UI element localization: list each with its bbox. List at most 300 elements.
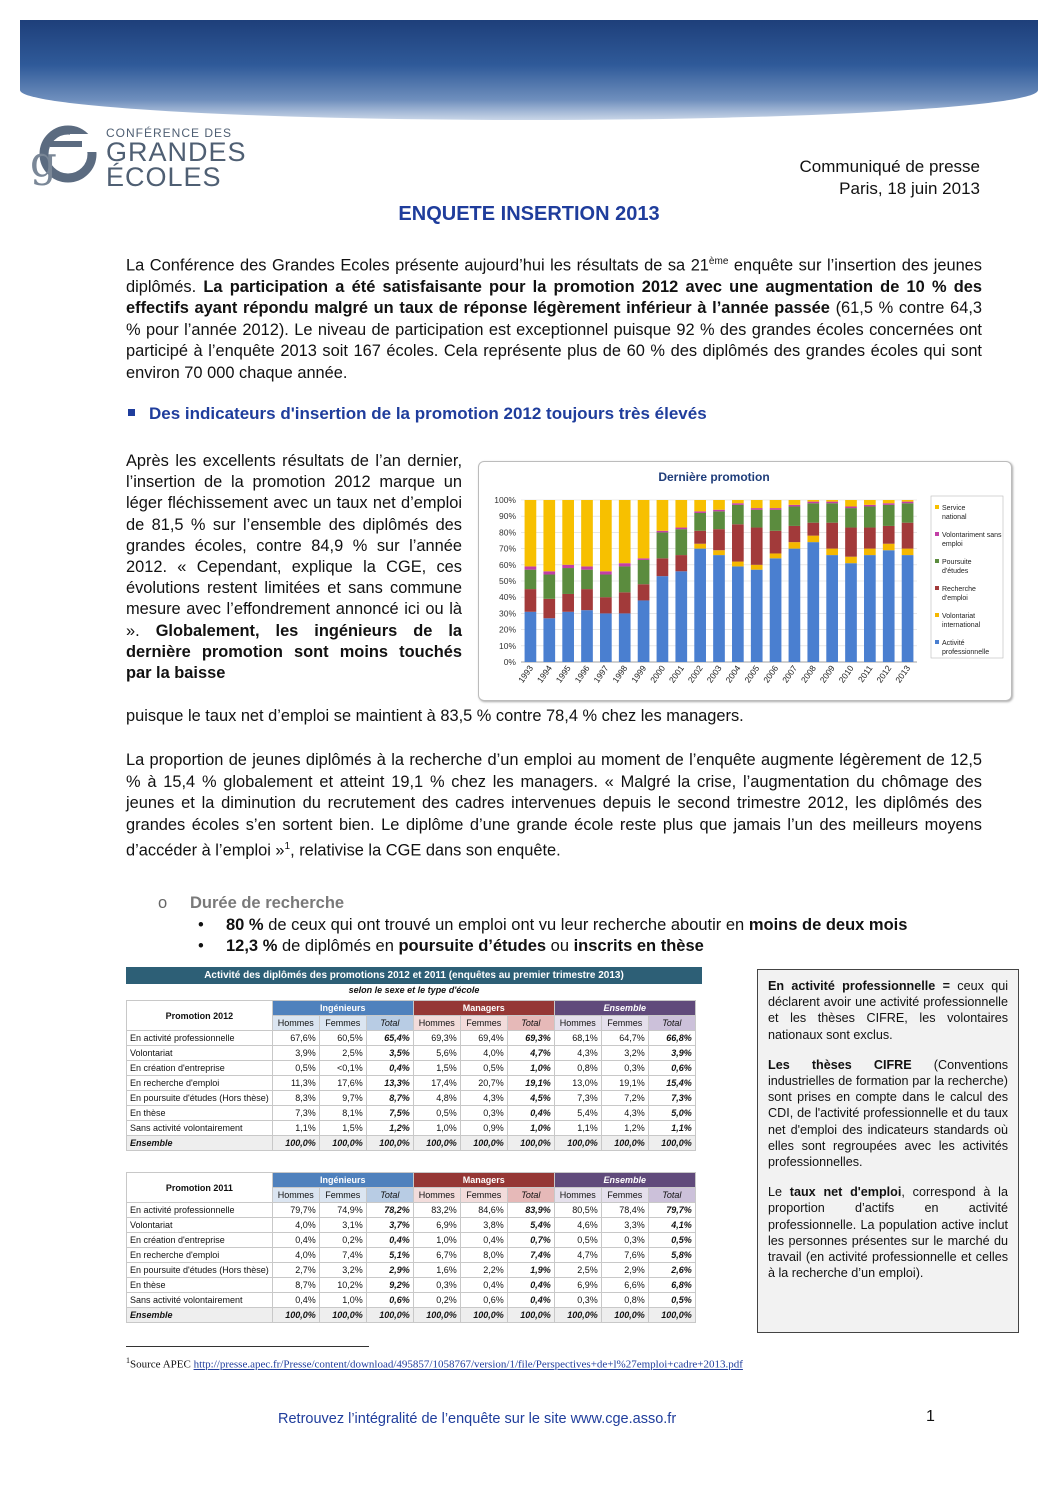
table-cell: 0,3% — [601, 1233, 648, 1248]
b1-text: de ceux qui ont trouvé un emploi ont vu leur recherche aboutir en — [263, 916, 749, 934]
x-tick-label: 2005 — [742, 663, 762, 685]
table-cell: 0,4% — [272, 1293, 319, 1308]
table-cell: 10,2% — [319, 1278, 366, 1293]
table-cell: 100,0% — [601, 1308, 648, 1323]
bar-segment — [807, 536, 819, 542]
legend-label: international — [942, 622, 981, 629]
table-cell: 4,8% — [413, 1091, 460, 1106]
bar-segment — [713, 500, 725, 510]
bar-segment — [864, 555, 876, 662]
table-cell: 5,4% — [507, 1218, 554, 1233]
table-cell: 0,8% — [554, 1061, 601, 1076]
bar-segment — [845, 563, 857, 662]
def-taux-text: , correspond à la proportion d’actifs en activité professionnelle. La population active inclut les personnes présentes sur le marché du travail (en activité professionnelle et celles à la recherche d’un emploi). — [768, 1185, 1008, 1281]
bar-segment — [638, 600, 650, 662]
table-row — [127, 1248, 696, 1263]
bar-segment — [600, 613, 612, 662]
table-cell: 8,7% — [272, 1278, 319, 1293]
activity-table-2011 — [126, 1172, 696, 1323]
table-cell: 100,0% — [554, 1308, 601, 1323]
bar-segment — [826, 502, 838, 504]
table-cell: 4,0% — [460, 1046, 507, 1061]
bar-segment — [694, 500, 706, 511]
table-cell: 7,4% — [507, 1248, 554, 1263]
x-tick-label: 2009 — [817, 663, 837, 685]
table-cell: 4,7% — [554, 1248, 601, 1263]
table-cell: 3,2% — [601, 1046, 648, 1061]
table-cell: 2,5% — [554, 1263, 601, 1278]
group-header: Ensemble — [554, 1001, 695, 1016]
table-cell: 68,1% — [554, 1031, 601, 1046]
table-cell: 0,2% — [413, 1293, 460, 1308]
logo-line1: CONFÉRENCE DES — [106, 126, 233, 140]
col-header: Hommes — [272, 1016, 319, 1031]
footnote-link[interactable]: http://presse.apec.fr/Presse/content/download/495857/1058767/version/1/file/Perspectives+de+l%27emploi+cadre+2013.pdf — [193, 1358, 743, 1371]
bar-segment — [845, 506, 857, 508]
b2-text1: de diplômés en — [277, 937, 399, 955]
press-date: Paris, 18 juin 2013 — [839, 179, 980, 198]
insertion-paragraph-cont: puisque le taux net d’emploi se maintient à 83,5 % contre 78,4 % chez les managers. — [126, 707, 744, 725]
x-tick-label: 2008 — [798, 663, 818, 685]
bar-segment — [675, 555, 687, 571]
table-cell: 1,0% — [413, 1233, 460, 1248]
table-cell: 5,0% — [648, 1106, 695, 1121]
def-cifre-text: (Conventions industrielles de formation par la recherche) sont prises en compte dans le calcul des CDI, de l'activité professionnelle et du taux net d'emploi des indicateurs standards où elles sont regroupées avec les activités professionnelles. — [768, 1057, 1008, 1170]
chart-box — [478, 461, 1012, 701]
table-cell: 0,5% — [272, 1061, 319, 1076]
table-cell: 66,8% — [648, 1031, 695, 1046]
logo-text — [106, 126, 247, 190]
bar-segment — [581, 589, 593, 610]
table-cell: 0,5% — [460, 1061, 507, 1076]
bar-segment — [845, 508, 857, 527]
table-cell: 100,0% — [601, 1136, 648, 1151]
x-tick-label: 2013 — [893, 663, 913, 685]
bar-segment — [543, 618, 555, 662]
row-label: En recherche d'emploi — [127, 1248, 273, 1263]
bar-segment — [751, 510, 763, 528]
y-tick-label: 60% — [498, 559, 516, 570]
bar-segment — [694, 531, 706, 544]
bar-segment — [562, 565, 574, 568]
table-cell: 6,9% — [554, 1278, 601, 1293]
bar-segment — [638, 558, 650, 560]
press-label: Communiqué de presse — [799, 157, 980, 176]
footnote-num: 1 — [126, 1356, 130, 1365]
y-tick-label: 80% — [498, 527, 516, 538]
table-row — [127, 1031, 696, 1046]
y-tick-label: 10% — [498, 640, 516, 651]
col-header: Total — [507, 1188, 554, 1203]
bar-segment — [902, 503, 914, 522]
bar-segment — [864, 528, 876, 549]
bar-segment — [826, 500, 838, 502]
group-header: Ingénieurs — [272, 1173, 413, 1188]
x-tick-label: 2001 — [666, 663, 686, 685]
bar-segment — [638, 560, 650, 584]
bar-segment — [581, 566, 593, 569]
y-tick-label: 40% — [498, 592, 516, 603]
table-cell: 2,9% — [601, 1263, 648, 1278]
bar-segment — [864, 500, 876, 505]
intro-sup: ème — [708, 256, 729, 267]
row-label: Volontariat — [127, 1046, 273, 1061]
duree-title: Durée de recherche — [190, 894, 345, 912]
table-cell: 0,6% — [648, 1061, 695, 1076]
bar-segment — [883, 505, 895, 526]
bullet-icon: • — [198, 937, 204, 955]
bar-segment — [883, 503, 895, 505]
bar-segment — [732, 500, 744, 503]
bar-segment — [543, 575, 555, 599]
table-cell: 8,7% — [366, 1091, 413, 1106]
table-cell: 1,5% — [413, 1061, 460, 1076]
table-row — [127, 1293, 696, 1308]
row-label: En poursuite d'études (Hors thèse) — [127, 1263, 273, 1278]
x-tick-label: 1997 — [591, 663, 611, 685]
bar-segment — [694, 544, 706, 549]
table-cell: 8,3% — [272, 1091, 319, 1106]
x-tick-label: 1999 — [629, 663, 649, 685]
table-cell: 100,0% — [272, 1136, 319, 1151]
intro-text-c: (61,5 % contre 64,3 % pour l’année 2012). Le niveau de participation est exceptionnel puisque 92 % des grandes écoles concernées ont participé à l’enquête 2013 soit 167 écoles. Cela représente plus de 60 % des diplômés des grandes écoles qui sont environ 70 000 chaque année. — [126, 299, 982, 382]
table-cell: 100,0% — [319, 1308, 366, 1323]
bar-segment — [826, 523, 838, 549]
bar-segment — [694, 549, 706, 662]
table-cell: 8,0% — [460, 1248, 507, 1263]
def-taux — [768, 1184, 1008, 1281]
bar-segment — [826, 555, 838, 662]
x-tick-label: 2011 — [855, 663, 875, 685]
table-cell: 4,3% — [601, 1106, 648, 1121]
page-title: ENQUETE INSERTION 2013 — [398, 203, 660, 225]
bar-segment — [751, 570, 763, 662]
bar-segment — [657, 532, 669, 558]
table-cell: 0,5% — [554, 1233, 601, 1248]
row-label: En activité professionnelle — [127, 1031, 273, 1046]
press-header — [800, 156, 980, 200]
table-cell: 79,7% — [648, 1203, 695, 1218]
table-cell: 79,7% — [272, 1203, 319, 1218]
table-row — [127, 1106, 696, 1121]
insertion-paragraph — [126, 451, 462, 684]
table-cell: 0,3% — [554, 1293, 601, 1308]
table-cell: 1,1% — [272, 1121, 319, 1136]
table-row — [127, 1218, 696, 1233]
table-cell: 5,6% — [413, 1046, 460, 1061]
bar-segment — [807, 502, 819, 504]
table-cell: 83,9% — [507, 1203, 554, 1218]
legend-swatch — [935, 505, 939, 509]
table-cell: 0,4% — [366, 1061, 413, 1076]
bar-segment — [883, 526, 895, 544]
bar-segment — [562, 612, 574, 662]
table-cell: 100,0% — [648, 1136, 695, 1151]
group-header: Ensemble — [554, 1173, 695, 1188]
bar-segment — [543, 599, 555, 618]
col-header: Total — [366, 1016, 413, 1031]
bar-segment — [845, 528, 857, 557]
table-cell: 3,2% — [319, 1263, 366, 1278]
legend-label: d'emploi — [942, 595, 968, 602]
bar-segment — [713, 550, 725, 555]
table-cell: 0,4% — [272, 1233, 319, 1248]
bar-segment — [864, 506, 876, 527]
table-cell: 1,6% — [413, 1263, 460, 1278]
col-header: Femmes — [460, 1188, 507, 1203]
bar-segment — [883, 544, 895, 550]
table-row — [127, 1308, 696, 1323]
table-cell: 0,3% — [601, 1061, 648, 1076]
table-cell: 67,6% — [272, 1031, 319, 1046]
b1-bold1: 80 % — [226, 916, 264, 934]
bar-segment — [525, 566, 537, 569]
col-header: Femmes — [460, 1016, 507, 1031]
table-cell: 1,2% — [601, 1121, 648, 1136]
table-cell: 65,4% — [366, 1031, 413, 1046]
table-cell: 0,4% — [507, 1293, 554, 1308]
table-row — [127, 1203, 696, 1218]
x-tick-label: 1996 — [572, 663, 592, 685]
x-tick-label: 1998 — [610, 663, 630, 685]
table-cell: 3,7% — [366, 1218, 413, 1233]
search-text-b: , relativise la CGE dans son enquête. — [290, 841, 561, 860]
table-cell: 9,2% — [366, 1278, 413, 1293]
table-cell: 2,2% — [460, 1263, 507, 1278]
legend-label: Volontariat — [942, 613, 976, 620]
x-tick-label: 1994 — [534, 663, 554, 685]
table-cell: 11,3% — [272, 1076, 319, 1091]
legend-label: professionnelle — [942, 649, 990, 656]
table-cell: 4,1% — [648, 1218, 695, 1233]
table-cell: 1,0% — [413, 1121, 460, 1136]
col-header: Femmes — [601, 1016, 648, 1031]
table-cell: 0,3% — [460, 1106, 507, 1121]
table-cell: 78,2% — [366, 1203, 413, 1218]
col-header: Total — [648, 1016, 695, 1031]
stacked-bar-chart — [479, 462, 1011, 700]
bar-segment — [619, 500, 631, 563]
table-cell: 100,0% — [460, 1308, 507, 1323]
table-cell: 7,3% — [554, 1091, 601, 1106]
table-cell: 5,4% — [554, 1106, 601, 1121]
bullet-icon: • — [198, 916, 204, 934]
bar-segment — [562, 594, 574, 612]
row-label: En thèse — [127, 1106, 273, 1121]
bar-segment — [525, 570, 537, 589]
table-cell: 60,5% — [319, 1031, 366, 1046]
table-cell: 5,1% — [366, 1248, 413, 1263]
table-cell: 0,5% — [648, 1233, 695, 1248]
table-cell: 3,1% — [319, 1218, 366, 1233]
bar-segment — [807, 503, 819, 522]
table-title: Activité des diplômés des promotions 2012 et 2011 (enquêtes au premier trimestre 2013) — [126, 967, 702, 984]
y-tick-label: 100% — [494, 495, 516, 505]
table-cell: 2,9% — [366, 1263, 413, 1278]
table-cell: 69,3% — [507, 1031, 554, 1046]
table-cell: 20,7% — [460, 1076, 507, 1091]
table-cell: 1,0% — [507, 1061, 554, 1076]
row-label: Sans activité volontairement — [127, 1121, 273, 1136]
table-cell: 0,5% — [648, 1293, 695, 1308]
table-cell: 69,3% — [413, 1031, 460, 1046]
table-cell: 7,3% — [272, 1106, 319, 1121]
cge-logo — [28, 124, 248, 190]
table-cell: 0,4% — [460, 1278, 507, 1293]
col-header: Hommes — [554, 1016, 601, 1031]
legend-label: Activité — [942, 640, 965, 647]
bar-segment — [562, 568, 574, 594]
b2-bold3: inscrits en thèse — [573, 937, 704, 955]
bar-segment — [751, 528, 763, 565]
intro-text-a: La Conférence des Grandes Ecoles présente aujourd’hui les résultats de sa 21 — [126, 256, 709, 275]
table-cell: 100,0% — [366, 1308, 413, 1323]
legend-swatch — [935, 586, 939, 590]
x-tick-label: 2007 — [780, 663, 800, 685]
row-label: Ensemble — [127, 1136, 273, 1151]
table-cell: 4,5% — [507, 1091, 554, 1106]
bar-segment — [525, 500, 537, 566]
table-cell: 7,2% — [601, 1091, 648, 1106]
table-cell: 9,7% — [319, 1091, 366, 1106]
bar-segment — [770, 531, 782, 554]
col-header: Femmes — [319, 1188, 366, 1203]
table-cell: 17,4% — [413, 1076, 460, 1091]
table-cell: 100,0% — [460, 1136, 507, 1151]
b1-bold2: moins de deux mois — [748, 916, 908, 934]
table-cell: 3,5% — [366, 1046, 413, 1061]
bar-segment — [864, 505, 876, 507]
table-cell: 4,0% — [272, 1248, 319, 1263]
bar-segment — [619, 592, 631, 613]
x-tick-label: 2010 — [836, 663, 856, 685]
cge-logo-mark — [28, 124, 98, 188]
y-tick-label: 0% — [503, 657, 516, 667]
x-tick-label: 2003 — [704, 663, 724, 685]
row-label: En activité professionnelle — [127, 1203, 273, 1218]
bar-segment — [581, 610, 593, 662]
table-group-header — [127, 1001, 696, 1016]
bar-segment — [543, 571, 555, 574]
row-label: En recherche d'emploi — [127, 1076, 273, 1091]
table-cell: 6,6% — [601, 1278, 648, 1293]
duree-heading — [158, 894, 345, 913]
table-cell: 0,4% — [460, 1233, 507, 1248]
bar-segment — [657, 531, 669, 533]
bar-segment — [713, 510, 725, 512]
activity-table-2012 — [126, 1000, 696, 1151]
legend-label: Recherche — [942, 586, 976, 593]
bar-segment — [902, 500, 914, 502]
table-cell: 0,3% — [413, 1278, 460, 1293]
table-cell: 0,2% — [319, 1233, 366, 1248]
col-header: Femmes — [601, 1188, 648, 1203]
bar-segment — [751, 508, 763, 510]
bar-segment — [619, 566, 631, 592]
bar-segment — [713, 511, 725, 529]
bar-segment — [638, 500, 650, 558]
bar-segment — [600, 597, 612, 613]
bar-segment — [581, 500, 593, 566]
bar-segment — [694, 511, 706, 513]
table-cell: 19,1% — [507, 1076, 554, 1091]
definitions-box — [757, 969, 1019, 1333]
footnote — [126, 1356, 743, 1371]
intro-paragraph — [126, 251, 982, 384]
footnote-divider — [126, 1346, 369, 1347]
bar-segment — [902, 555, 914, 662]
table-cell: 1,2% — [366, 1121, 413, 1136]
bar-segment — [770, 510, 782, 531]
duree-bullet-2 — [198, 937, 704, 956]
bar-segment — [732, 524, 744, 561]
legend-label: national — [942, 514, 967, 521]
table-cell: 8,1% — [319, 1106, 366, 1121]
table-cell: 7,5% — [366, 1106, 413, 1121]
table-cell: 100,0% — [366, 1136, 413, 1151]
table-cell: 3,9% — [648, 1046, 695, 1061]
def-cifre-term: Les thèses CIFRE — [768, 1057, 912, 1072]
table-cell: 74,9% — [319, 1203, 366, 1218]
table-row — [127, 1046, 696, 1061]
table-cell: 100,0% — [554, 1136, 601, 1151]
table-cell: 13,3% — [366, 1076, 413, 1091]
col-header: Total — [648, 1188, 695, 1203]
insertion-text: Après les excellents résultats de l’an dernier, l’insertion de la promotion 2012 marque un léger fléchissement avec un taux net d’emploi de 81,5 % sur l’ensemble des diplômés des grandes écoles, contre 84,9 % sur l’année 2012. « Cependant, explique la CGE, ces évolutions restent limitées et sans commune mesure avec l’effondrement annoncé ici ou là ». — [126, 452, 462, 640]
table-cell: 6,9% — [413, 1218, 460, 1233]
bar-segment — [619, 563, 631, 566]
bar-segment — [543, 500, 555, 571]
bar-segment — [883, 500, 895, 503]
table-cell: 1,1% — [554, 1121, 601, 1136]
table-cell: 0,9% — [460, 1121, 507, 1136]
bar-segment — [600, 575, 612, 598]
bar-segment — [657, 576, 669, 662]
x-tick-label: 2006 — [761, 663, 781, 685]
bar-segment — [770, 553, 782, 558]
table-cell: 4,6% — [554, 1218, 601, 1233]
bar-segment — [845, 557, 857, 563]
table-cell: 1,0% — [507, 1121, 554, 1136]
footnote-ref: 1 — [284, 841, 291, 852]
bar-segment — [789, 549, 801, 662]
y-tick-label: 20% — [498, 624, 516, 635]
bar-segment — [675, 529, 687, 555]
table-cell: 0,5% — [413, 1106, 460, 1121]
table-cell: 1,9% — [507, 1263, 554, 1278]
bar-segment — [525, 589, 537, 612]
table-cell: 4,3% — [460, 1091, 507, 1106]
col-header: Total — [366, 1188, 413, 1203]
row-label: Sans activité volontairement — [127, 1293, 273, 1308]
bar-segment — [789, 506, 801, 525]
legend-swatch — [935, 613, 939, 617]
legend-swatch — [935, 532, 939, 536]
row-label: Volontariat — [127, 1218, 273, 1233]
legend-label: Service — [942, 505, 966, 512]
col-header: Hommes — [554, 1188, 601, 1203]
table-cell: 5,8% — [648, 1248, 695, 1263]
bar-segment — [902, 502, 914, 504]
y-tick-label: 70% — [498, 543, 516, 554]
col-header: Total — [507, 1016, 554, 1031]
b2-bold2: poursuite d’études — [398, 937, 547, 955]
def-activite-text: ceux qui déclarent avoir une activité professionnelle et les thèses CIFRE, les volontaires nationaux sont exclus. — [768, 979, 1009, 1042]
bar-segment — [525, 612, 537, 662]
group-header: Ingénieurs — [272, 1001, 413, 1016]
bar-segment — [581, 570, 593, 589]
table-cell: 100,0% — [319, 1136, 366, 1151]
